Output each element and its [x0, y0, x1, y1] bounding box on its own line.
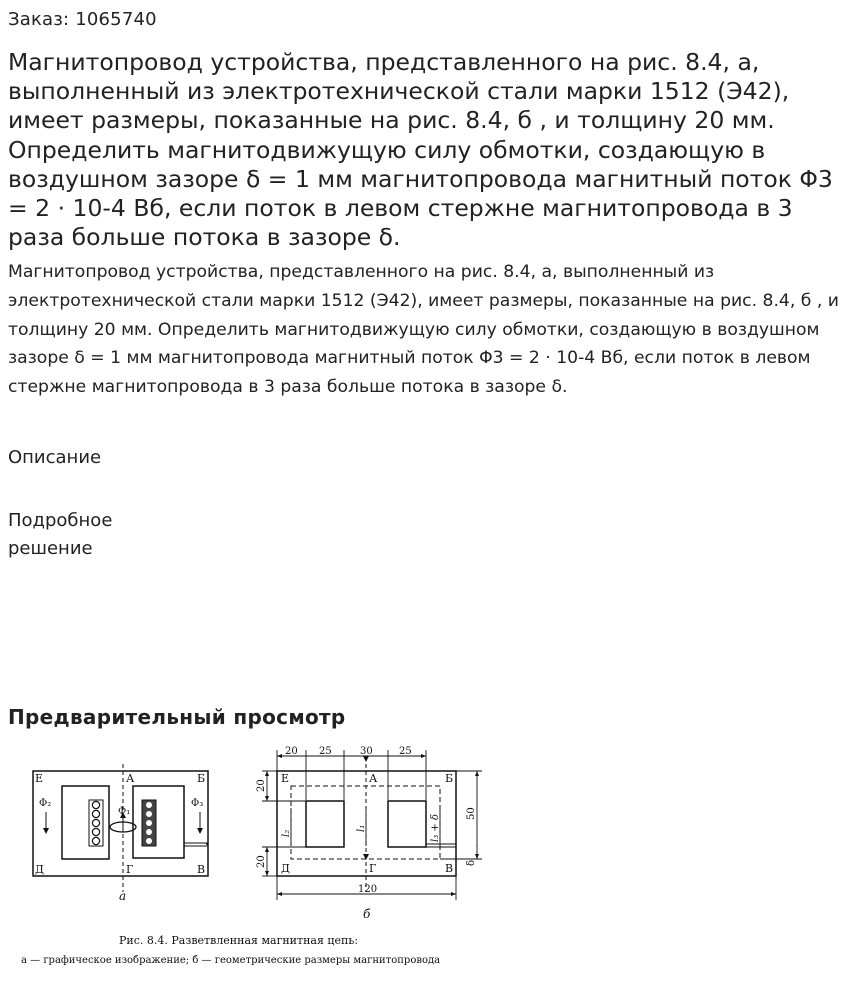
length-l3: l₃ + δ: [430, 814, 441, 842]
dim-right-50: 50: [466, 807, 477, 820]
right-corner-bl: Д: [281, 862, 290, 875]
dim-left-bottom: 20: [256, 855, 267, 868]
order-number: Заказ: 1065740: [8, 9, 157, 30]
left-corner-tl: Е: [35, 772, 44, 785]
dim-top-2: 25: [319, 746, 332, 757]
dim-top-3: 30: [360, 746, 373, 757]
right-corner-tl: Е: [281, 772, 290, 785]
figure-caption-line2: а — графическое изображение; б — геометрические размеры магнитопровода: [21, 955, 441, 966]
problem-title: Магнитопровод устройства, представленного на рис. 8.4, а, выполненный из электротехнической стали марки 1512 (Э42), имеет размеры, показанные на рис. 8.4, б , и толщину 20 мм. Определить магнитодвижущую силу обмотки, создающую в воздушном зазоре δ = 1 мм магнитопровода магнитный поток Φ3 = 2 · 10-4 Вб, если поток в левом стержне магнитопровода в 3 раза больше потока в зазоре δ.: [8, 48, 833, 252]
problem-text: Магнитопровод устройства, представленного на рис. 8.4, а, выполненный из электротехнической стали марки 1512 (Э42), имеет размеры, показанные на рис. 8.4, б , и толщину 20 мм. Определить магнитодвижущую силу обмотки, создающую в воздушном зазоре δ = 1 мм магнитопровода магнитный поток Φ3 = 2 · 10-4 Вб, если поток в левом стержне магнитопровода в 3 раза больше потока в зазоре δ.: [8, 262, 839, 398]
dim-left-top: 20: [256, 779, 267, 792]
left-corner-tr: Б: [197, 772, 206, 785]
right-corner-tr: Б: [445, 772, 454, 785]
figure-caption-line1: Рис. 8.4. Разветвленная магнитная цепь:: [119, 934, 359, 947]
length-l2: l₂: [281, 829, 292, 837]
description-link[interactable]: Описание: [8, 447, 102, 468]
flux-phi1-label: Φ₁: [118, 806, 131, 817]
right-corner-tm: А: [369, 772, 378, 785]
left-corner-br: В: [197, 863, 206, 876]
figure-b-caption: б: [363, 907, 371, 921]
figure-a-caption: а: [119, 889, 127, 903]
left-corner-bm: Г: [126, 863, 134, 876]
right-corner-br: В: [445, 862, 454, 875]
flux-phi3-label: Φ₃: [191, 798, 204, 809]
left-corner-tm: А: [126, 772, 135, 785]
solution-link[interactable]: Подробное решение: [8, 510, 113, 559]
preview-figure: [15, 742, 495, 978]
left-corner-bl: Д: [35, 863, 44, 876]
dim-top-4: 25: [399, 746, 412, 757]
magnetic-core-diagram: [33, 764, 208, 892]
dim-top-1: 20: [285, 746, 298, 757]
preview-heading: Предварительный просмотр: [8, 705, 346, 729]
dim-delta: δ: [466, 859, 477, 866]
flux-phi2-label: Φ₂: [39, 798, 52, 809]
dim-bottom-120: 120: [358, 884, 378, 895]
length-l1: l₁: [356, 824, 367, 832]
right-corner-bm: Г: [369, 862, 377, 875]
